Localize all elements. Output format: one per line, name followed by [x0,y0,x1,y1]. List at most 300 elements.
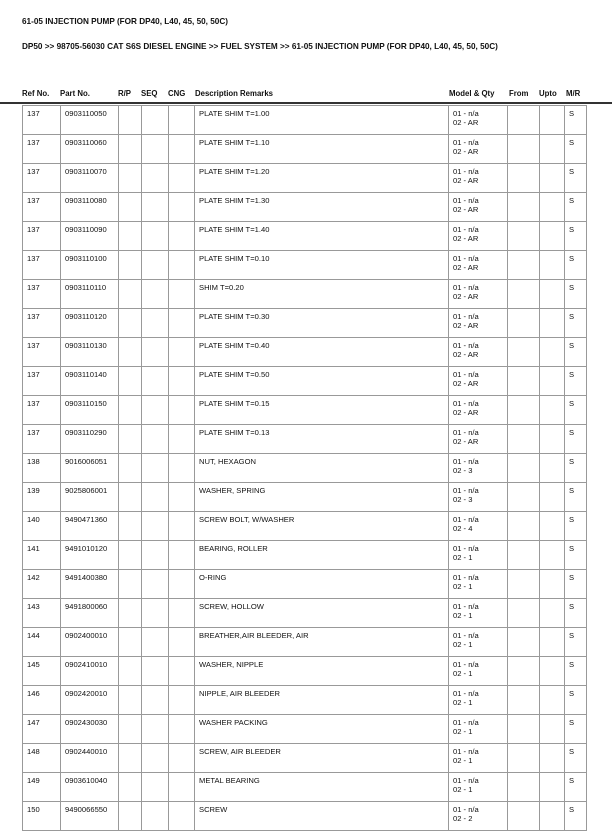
model-qty-line: 01 - n/a [453,138,479,147]
seq-cell [142,396,169,425]
part-no-cell: 9016006051 [61,454,119,483]
model-qty-line: 01 - n/a [453,225,479,234]
seq-cell [142,686,169,715]
upto-cell [540,744,565,773]
model-qty-line: 02 - AR [453,292,479,302]
ref-cell: 144 [23,628,61,657]
model-qty-cell [449,106,508,135]
upto-cell [540,773,565,802]
model-qty-cell [449,483,508,512]
model-qty-line: 01 - n/a [453,602,479,611]
model-qty-cell [449,715,508,744]
description-cell: WASHER, SPRING [195,483,449,512]
from-cell [508,599,540,628]
model-qty-line: 01 - n/a [453,196,479,205]
part-no-cell: 0903110070 [61,164,119,193]
rp-cell [119,222,142,251]
upto-cell [540,628,565,657]
model-qty-line: 01 - n/a [453,167,479,176]
model-qty-line: 01 - n/a [453,370,479,379]
seq-cell [142,193,169,222]
from-cell [508,541,540,570]
ref-cell: 141 [23,541,61,570]
rp-cell [119,570,142,599]
table-row [23,628,587,657]
rp-cell [119,773,142,802]
mr-cell: S [565,367,587,396]
rp-cell [119,280,142,309]
model-qty-line: 01 - n/a [453,689,479,698]
model-qty-line: 02 - AR [453,437,479,447]
model-qty-cell [449,338,508,367]
model-qty-cell [449,657,508,686]
ref-cell: 137 [23,425,61,454]
header-rp: R/P [118,89,131,98]
header-from: From [509,89,529,98]
description-cell: PLATE SHIM T=1.00 [195,106,449,135]
rp-cell [119,367,142,396]
cng-cell [169,251,195,280]
model-qty-cell [449,570,508,599]
model-qty-line: 01 - n/a [453,747,479,756]
model-qty-cell [449,367,508,396]
part-no-cell: 0903110050 [61,106,119,135]
mr-cell: S [565,425,587,454]
description-cell: PLATE SHIM T=1.40 [195,222,449,251]
cng-cell [169,338,195,367]
cng-cell [169,135,195,164]
rp-cell [119,425,142,454]
cng-cell [169,193,195,222]
seq-cell [142,541,169,570]
model-qty-line: 01 - n/a [453,486,479,495]
ref-cell: 137 [23,251,61,280]
model-qty-cell [449,628,508,657]
mr-cell: S [565,773,587,802]
rp-cell [119,454,142,483]
description-cell: PLATE SHIM T=0.30 [195,309,449,338]
seq-cell [142,454,169,483]
rp-cell [119,512,142,541]
from-cell [508,338,540,367]
model-qty-line: 02 - 1 [453,553,473,563]
ref-cell: 137 [23,193,61,222]
description-cell: SCREW, HOLLOW [195,599,449,628]
description-cell: PLATE SHIM T=1.10 [195,135,449,164]
seq-cell [142,309,169,338]
ref-cell: 140 [23,512,61,541]
description-cell: BREATHER,AIR BLEEDER, AIR [195,628,449,657]
table-row [23,251,587,280]
table-row [23,686,587,715]
upto-cell [540,657,565,686]
from-cell [508,367,540,396]
ref-cell: 137 [23,338,61,367]
description-cell: PLATE SHIM T=1.20 [195,164,449,193]
model-qty-line: 02 - AR [453,350,479,360]
part-no-cell: 9491400380 [61,570,119,599]
cng-cell [169,512,195,541]
seq-cell [142,425,169,454]
table-row [23,773,587,802]
part-no-cell: 0903110090 [61,222,119,251]
mr-cell: S [565,744,587,773]
part-no-cell: 0903610040 [61,773,119,802]
header-divider [0,102,612,104]
mr-cell: S [565,280,587,309]
seq-cell [142,280,169,309]
description-cell: BEARING, ROLLER [195,541,449,570]
cng-cell [169,309,195,338]
from-cell [508,106,540,135]
model-qty-cell [449,193,508,222]
seq-cell [142,599,169,628]
ref-cell: 149 [23,773,61,802]
description-cell: PLATE SHIM T=1.30 [195,193,449,222]
model-qty-line: 02 - 1 [453,756,473,766]
ref-cell: 137 [23,309,61,338]
table-row [23,570,587,599]
header-desc: Description Remarks [195,89,273,98]
rp-cell [119,599,142,628]
mr-cell: S [565,106,587,135]
model-qty-cell [449,396,508,425]
table-row [23,164,587,193]
upto-cell [540,396,565,425]
mr-cell: S [565,541,587,570]
rp-cell [119,686,142,715]
ref-cell: 137 [23,106,61,135]
part-no-cell: 0903110080 [61,193,119,222]
rp-cell [119,106,142,135]
model-qty-line: 01 - n/a [453,805,479,814]
upto-cell [540,425,565,454]
table-row [23,367,587,396]
seq-cell [142,251,169,280]
header-mr: M/R [566,89,581,98]
table-row [23,193,587,222]
from-cell [508,483,540,512]
model-qty-line: 02 - 1 [453,669,473,679]
mr-cell: S [565,309,587,338]
from-cell [508,425,540,454]
from-cell [508,773,540,802]
upto-cell [540,454,565,483]
from-cell [508,309,540,338]
mr-cell: S [565,338,587,367]
part-no-cell: 0902400010 [61,628,119,657]
upto-cell [540,106,565,135]
table-row [23,338,587,367]
from-cell [508,222,540,251]
cng-cell [169,599,195,628]
seq-cell [142,106,169,135]
header-seq: SEQ [141,89,158,98]
cng-cell [169,483,195,512]
model-qty-line: 01 - n/a [453,660,479,669]
model-qty-line: 02 - AR [453,263,479,273]
ref-cell: 142 [23,570,61,599]
model-qty-line: 02 - AR [453,205,479,215]
description-cell: SCREW BOLT, W/WASHER [195,512,449,541]
from-cell [508,628,540,657]
mr-cell: S [565,164,587,193]
upto-cell [540,135,565,164]
rp-cell [119,483,142,512]
page-title: 61-05 INJECTION PUMP (FOR DP40, L40, 45, 50, 50C) [22,17,228,26]
model-qty-cell [449,599,508,628]
ref-cell: 137 [23,280,61,309]
seq-cell [142,570,169,599]
table-row [23,744,587,773]
part-no-cell: 0903110150 [61,396,119,425]
rp-cell [119,338,142,367]
model-qty-line: 02 - 3 [453,495,473,505]
from-cell [508,454,540,483]
upto-cell [540,280,565,309]
mr-cell: S [565,628,587,657]
model-qty-line: 01 - n/a [453,283,479,292]
table-row [23,541,587,570]
cng-cell [169,222,195,251]
ref-cell: 146 [23,686,61,715]
description-cell: SCREW [195,802,449,831]
upto-cell [540,309,565,338]
from-cell [508,715,540,744]
rp-cell [119,802,142,831]
part-no-cell: 0903110100 [61,251,119,280]
seq-cell [142,338,169,367]
model-qty-line: 01 - n/a [453,254,479,263]
model-qty-line: 02 - 3 [453,466,473,476]
mr-cell: S [565,686,587,715]
table-row [23,483,587,512]
model-qty-line: 02 - AR [453,379,479,389]
ref-cell: 150 [23,802,61,831]
seq-cell [142,715,169,744]
table-row [23,425,587,454]
model-qty-cell [449,802,508,831]
description-cell: PLATE SHIM T=0.10 [195,251,449,280]
seq-cell [142,367,169,396]
upto-cell [540,715,565,744]
model-qty-line: 02 - 1 [453,698,473,708]
ref-cell: 137 [23,164,61,193]
rp-cell [119,309,142,338]
upto-cell [540,251,565,280]
table-row [23,599,587,628]
part-no-cell: 0902420010 [61,686,119,715]
model-qty-line: 02 - AR [453,176,479,186]
breadcrumb: DP50 >> 98705-56030 CAT S6S DIESEL ENGINE >> FUEL SYSTEM >> 61-05 INJECTION PUMP (FOR DP40, L40, 45, 50, 50C) [22,42,498,51]
part-no-cell: 0903110060 [61,135,119,164]
model-qty-line: 01 - n/a [453,109,479,118]
mr-cell: S [565,512,587,541]
mr-cell: S [565,251,587,280]
part-no-cell: 0902430030 [61,715,119,744]
from-cell [508,251,540,280]
ref-cell: 137 [23,135,61,164]
model-qty-line: 01 - n/a [453,544,479,553]
description-cell: O-RING [195,570,449,599]
from-cell [508,744,540,773]
from-cell [508,570,540,599]
upto-cell [540,599,565,628]
rp-cell [119,541,142,570]
upto-cell [540,686,565,715]
mr-cell: S [565,483,587,512]
upto-cell [540,193,565,222]
seq-cell [142,135,169,164]
parts-table [22,105,587,831]
model-qty-line: 02 - AR [453,408,479,418]
ref-cell: 148 [23,744,61,773]
rp-cell [119,657,142,686]
mr-cell: S [565,454,587,483]
model-qty-cell [449,309,508,338]
rp-cell [119,628,142,657]
part-no-cell: 0903110120 [61,309,119,338]
model-qty-line: 01 - n/a [453,341,479,350]
model-qty-line: 01 - n/a [453,428,479,437]
model-qty-cell [449,744,508,773]
seq-cell [142,802,169,831]
part-no-cell: 0903110110 [61,280,119,309]
header-part: Part No. [60,89,90,98]
from-cell [508,657,540,686]
mr-cell: S [565,570,587,599]
model-qty-cell [449,251,508,280]
from-cell [508,686,540,715]
description-cell: PLATE SHIM T=0.15 [195,396,449,425]
part-no-cell: 0903110130 [61,338,119,367]
header-ref: Ref No. [22,89,50,98]
seq-cell [142,483,169,512]
model-qty-line: 01 - n/a [453,718,479,727]
upto-cell [540,512,565,541]
description-cell: WASHER PACKING [195,715,449,744]
description-cell: SHIM T=0.20 [195,280,449,309]
model-qty-line: 01 - n/a [453,631,479,640]
model-qty-line: 02 - 1 [453,611,473,621]
seq-cell [142,512,169,541]
cng-cell [169,802,195,831]
part-no-cell: 0902440010 [61,744,119,773]
rp-cell [119,715,142,744]
cng-cell [169,744,195,773]
description-cell: WASHER, NIPPLE [195,657,449,686]
model-qty-line: 01 - n/a [453,399,479,408]
upto-cell [540,338,565,367]
header-upto: Upto [539,89,557,98]
model-qty-line: 02 - 4 [453,524,473,534]
from-cell [508,164,540,193]
cng-cell [169,425,195,454]
table-row [23,715,587,744]
mr-cell: S [565,599,587,628]
model-qty-line: 02 - 1 [453,727,473,737]
model-qty-line: 01 - n/a [453,515,479,524]
from-cell [508,193,540,222]
model-qty-cell [449,541,508,570]
table-row [23,135,587,164]
model-qty-cell [449,454,508,483]
upto-cell [540,541,565,570]
ref-cell: 147 [23,715,61,744]
mr-cell: S [565,222,587,251]
description-cell: NIPPLE, AIR BLEEDER [195,686,449,715]
rp-cell [119,164,142,193]
part-no-cell: 9491800060 [61,599,119,628]
model-qty-cell [449,686,508,715]
from-cell [508,280,540,309]
upto-cell [540,222,565,251]
cng-cell [169,454,195,483]
table-row [23,280,587,309]
model-qty-cell [449,164,508,193]
cng-cell [169,280,195,309]
mr-cell: S [565,193,587,222]
seq-cell [142,773,169,802]
model-qty-line: 02 - 1 [453,582,473,592]
cng-cell [169,367,195,396]
description-cell: PLATE SHIM T=0.13 [195,425,449,454]
rp-cell [119,744,142,773]
table-row [23,222,587,251]
cng-cell [169,570,195,599]
table-row [23,657,587,686]
cng-cell [169,106,195,135]
model-qty-cell [449,222,508,251]
part-no-cell: 9490471360 [61,512,119,541]
mr-cell: S [565,135,587,164]
part-no-cell: 9490066550 [61,802,119,831]
part-no-cell: 9025806001 [61,483,119,512]
seq-cell [142,222,169,251]
ref-cell: 143 [23,599,61,628]
model-qty-cell [449,425,508,454]
cng-cell [169,396,195,425]
from-cell [508,396,540,425]
cng-cell [169,164,195,193]
ref-cell: 138 [23,454,61,483]
table-row [23,106,587,135]
mr-cell: S [565,715,587,744]
upto-cell [540,802,565,831]
cng-cell [169,541,195,570]
model-qty-line: 02 - 2 [453,814,473,824]
model-qty-line: 02 - AR [453,234,479,244]
seq-cell [142,164,169,193]
table-row [23,396,587,425]
model-qty-cell [449,280,508,309]
part-no-cell: 0903110140 [61,367,119,396]
header-model: Model & Qty [449,89,495,98]
ref-cell: 137 [23,222,61,251]
model-qty-line: 01 - n/a [453,776,479,785]
model-qty-line: 02 - 1 [453,785,473,795]
cng-cell [169,715,195,744]
model-qty-line: 01 - n/a [453,312,479,321]
upto-cell [540,570,565,599]
table-row [23,454,587,483]
description-cell: PLATE SHIM T=0.40 [195,338,449,367]
model-qty-line: 02 - AR [453,321,479,331]
seq-cell [142,744,169,773]
ref-cell: 139 [23,483,61,512]
model-qty-cell [449,773,508,802]
part-no-cell: 0903110290 [61,425,119,454]
